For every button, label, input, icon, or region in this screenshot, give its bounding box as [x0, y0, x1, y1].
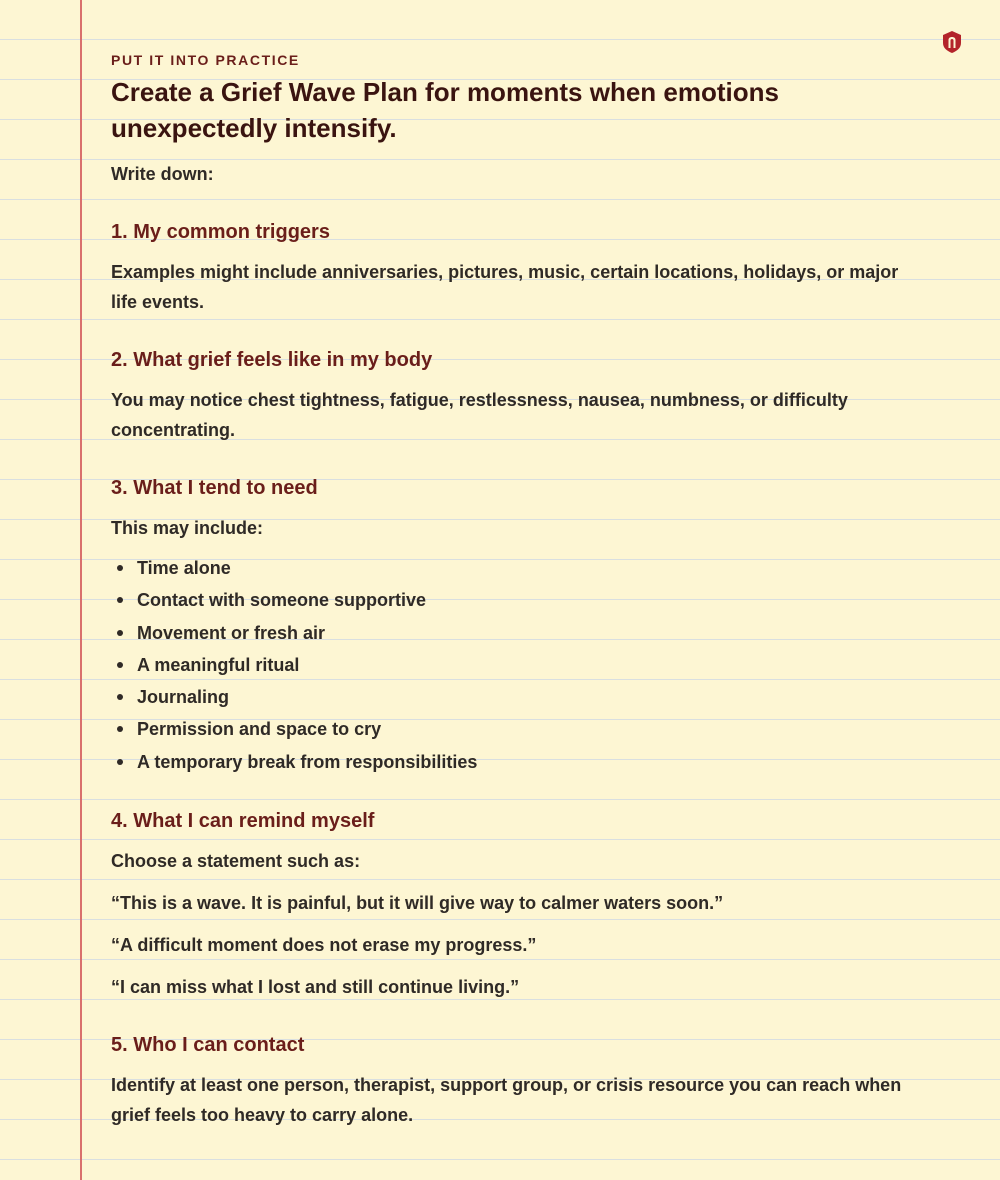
section-body-triggers: Examples might include anniversaries, pictures, music, certain locations, holidays, or major life events.	[111, 262, 899, 312]
section-heading-reminders: 4. What I can remind myself	[111, 810, 375, 832]
section-body-needs: This may include:	[111, 518, 264, 538]
list-item: Time alone	[111, 552, 477, 584]
reminder-quote: “A difficult moment does not erase my progress.”	[111, 935, 537, 955]
section-body-body-feelings: You may notice chest tightness, fatigue, restlessness, nausea, numbness, or difficulty concentrating.	[111, 390, 848, 440]
notebook-margin-line	[80, 0, 82, 1180]
section-heading-contacts: 5. Who I can contact	[111, 1034, 305, 1056]
intro-text: Write down:	[111, 164, 214, 184]
section-heading-needs: 3. What I tend to need	[111, 477, 318, 499]
list-item: Journaling	[111, 681, 477, 713]
section-body-reminders: Choose a statement such as:	[111, 851, 361, 871]
list-item: Contact with someone supportive	[111, 584, 477, 616]
list-item: A meaningful ritual	[111, 649, 477, 681]
list-item: Permission and space to cry	[111, 713, 477, 745]
section-heading-triggers: 1. My common triggers	[111, 221, 330, 243]
needs-list	[111, 552, 477, 778]
page-title: Create a Grief Wave Plan for moments when emotions unexpectedly intensify.	[111, 77, 779, 143]
section-eyebrow: PUT IT INTO PRACTICE	[111, 52, 300, 68]
section-heading-body-feelings: 2. What grief feels like in my body	[111, 349, 433, 371]
shield-logo-icon	[942, 31, 962, 53]
list-item: A temporary break from responsibilities	[111, 746, 477, 778]
reminder-quote: “I can miss what I lost and still continue living.”	[111, 977, 520, 997]
section-body-contacts: Identify at least one person, therapist, support group, or crisis resource you can reach when grief feels too heavy to carry alone.	[111, 1075, 902, 1125]
reminder-quote: “This is a wave. It is painful, but it will give way to calmer waters soon.”	[111, 893, 724, 913]
list-item: Movement or fresh air	[111, 617, 477, 649]
